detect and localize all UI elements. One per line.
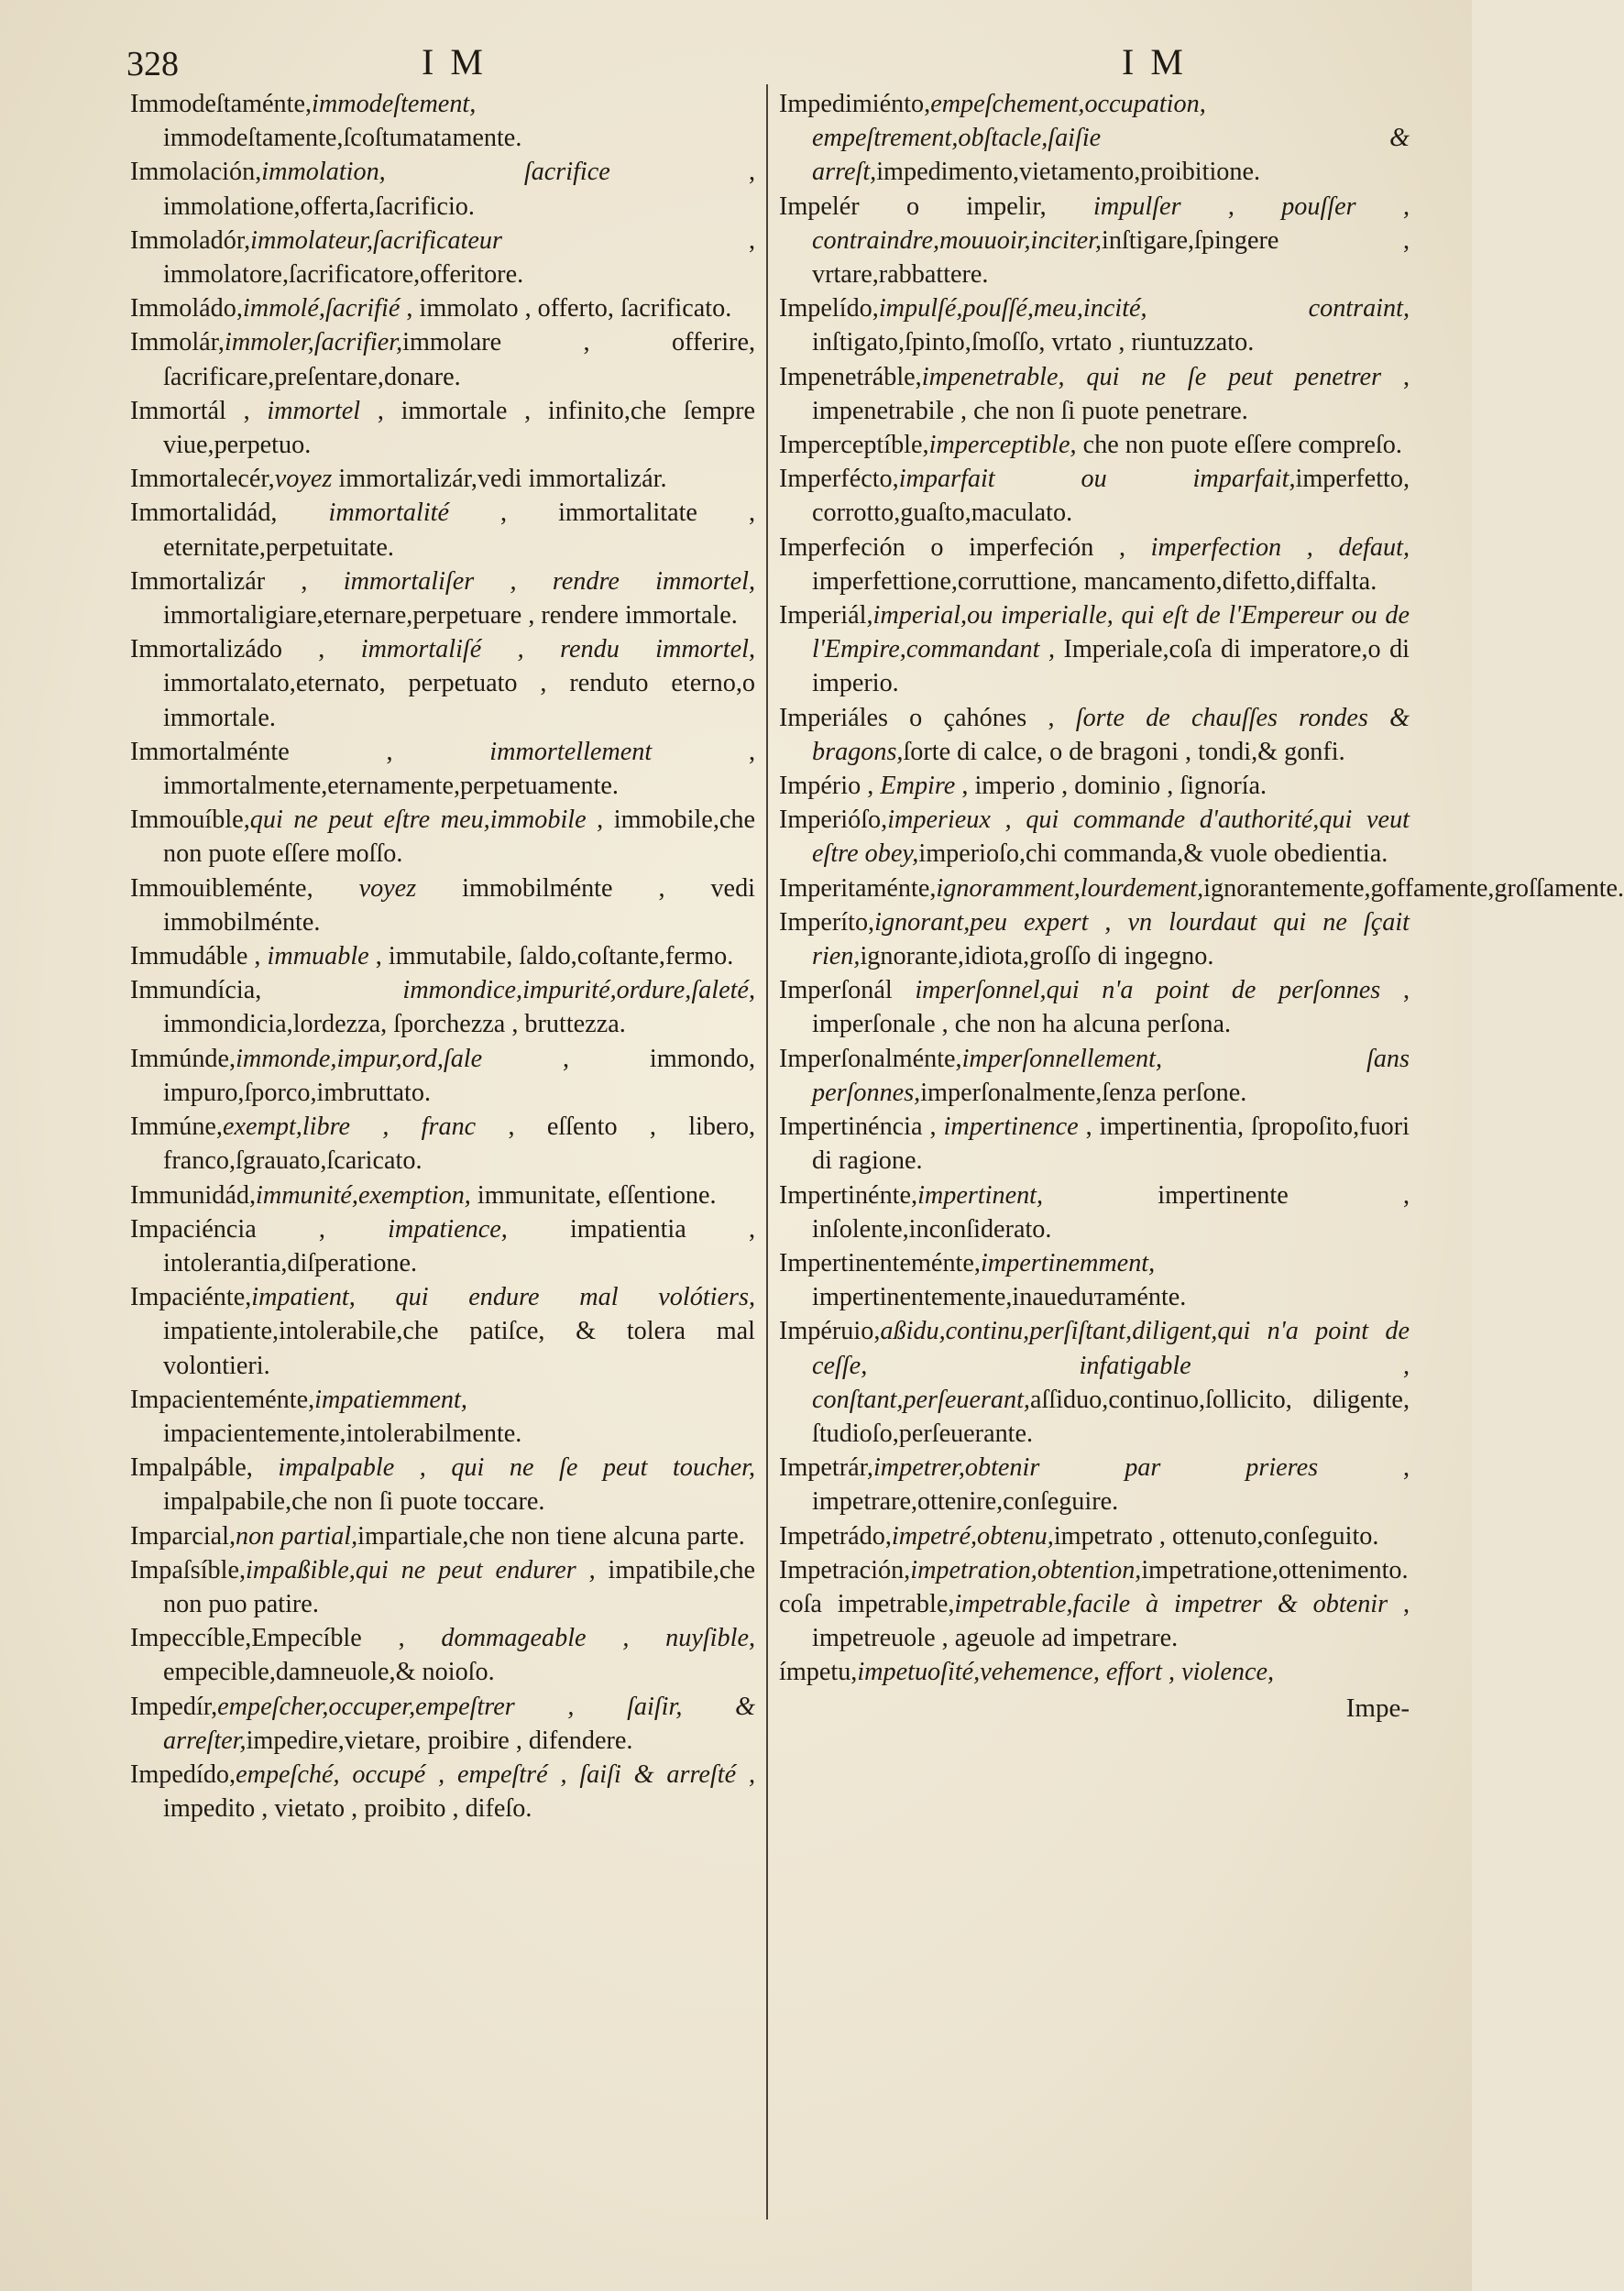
gloss-french: immortellement [489,737,653,766]
dictionary-entry [779,1451,1410,1518]
gloss-italian: , immolatore,ſacrificatore,offeritore. [163,225,755,290]
headword-spanish: Impaciéncia , [130,1214,389,1244]
dictionary-entry [130,394,755,462]
headword-spanish: Impalpáble, [130,1453,279,1483]
dictionary-entry [130,939,755,973]
headword-spanish: Impedír, [130,1692,218,1721]
dictionary-entry [130,1178,755,1212]
gloss-italian: imperfetto, corrotto,guaſto,maculato. [812,465,1410,528]
gloss-french: immodeſtement, [312,90,477,118]
headword-spanish: Impetración, [779,1555,911,1584]
headword-spanish: Immortalizádo , [130,635,361,664]
dictionary-entry [779,905,1410,973]
dictionary-entry [779,1246,1410,1314]
headword-spanish: Immoladór, [130,225,251,255]
gloss-french: impertinent, [917,1180,1044,1210]
gloss-french: immolation, ſacrifice [261,158,610,187]
dictionary-entry [779,598,1410,701]
dictionary-entry [779,1655,1410,1689]
dictionary-entry [779,428,1410,462]
dictionary-entry [130,1110,755,1178]
gloss-italian: , immortale , infinito,che ſempre viue,perpetuo. [163,396,755,460]
headword-spanish: Imperíto, [779,907,875,937]
dictionary-entry [779,190,1410,292]
gloss-italian: , immortalitate , eternitate,perpetuitate. [163,499,756,562]
column-divider [766,84,768,2220]
headword-spanish: Immortalecér, [130,465,275,494]
dictionary-entry [779,871,1624,905]
headword-spanish: Imparcial, [130,1521,236,1551]
dictionary-entry [130,1690,755,1758]
gloss-italian: , immortalmente,eternamente,perpetuamente. [163,737,756,801]
dictionary-entry [130,224,755,291]
gloss-french: ſorte de chauſſes rondes & bragons, [812,703,1410,766]
gloss-french: ignorant,peu expert , vn lourdaut qui ne ſçait rien, [812,907,1410,971]
gloss-italian: empecible,damneuole,& noioſo. [163,1658,495,1687]
dictionary-entry [779,1587,1410,1655]
left-column [130,87,755,2273]
gloss-french: voyez [358,873,417,903]
dictionary-entry [130,155,755,223]
gloss-italian: impacientemente,intolerabilmente. [163,1419,522,1448]
dictionary-entry [130,291,755,325]
headword-spanish: Impertinénte, [779,1180,918,1210]
gloss-french: ignoramment,lourdement, [936,873,1204,903]
gloss-french: impetration,obtention, [910,1555,1142,1584]
gloss-italian: imperioſo,chi commanda,& vuole obedientia. [918,839,1388,869]
gloss-italian: immunitate, eſſentione. [470,1180,717,1210]
headword-spanish: Imperfécto, [779,465,899,494]
gloss-french: immolé,ſacrifié [242,294,401,323]
page-header [126,37,1417,92]
headword-spanish: Impertinéncia , [779,1113,944,1142]
gloss-french: impetrer,obtenir par prieres [872,1453,1319,1483]
dictionary-entry [779,803,1410,871]
gloss-italian: impetrato , ottenuto,conſeguito. [1053,1521,1379,1551]
dictionary-entry [130,325,755,393]
gloss-italian: che non puote eſſere compreſo. [1076,431,1402,460]
gloss-italian: impertinente , inſolente,inconſiderato. [812,1180,1410,1244]
gloss-italian: immortaligiare,eternare,perpetuare , rendere immortale. [163,601,738,630]
headword-spanish: Imperſonál [779,976,916,1005]
headword-spanish: Immundícia, [130,976,403,1005]
headword-spanish: Impéruio, [779,1317,881,1346]
gloss-french: impatiemment, [314,1385,467,1414]
dictionary-entry [130,1758,755,1825]
gloss-italian: imperfettione,corruttione, mancamento,difetto,diffalta. [812,566,1377,596]
gloss-french: exempt,libre , franc [222,1113,477,1142]
dictionary-entry [130,632,755,735]
gloss-french: imperfection , defaut, [1150,532,1410,562]
gloss-french: Empire [880,772,956,801]
dictionary-entry [779,1553,1410,1587]
dictionary-entry [130,1451,755,1518]
gloss-italian: , immondo, impuro,ſporco,imbruttato. [163,1044,755,1107]
headword-spanish: Impacienteménte, [130,1385,315,1414]
headword-spanish: Immolár, [130,328,225,357]
headword-spanish: Imperceptíble, [779,431,929,460]
gloss-italian: inſtigare,ſpingere , vrtare,rabbattere. [812,225,1410,290]
gloss-french: impatience, [388,1214,508,1244]
dictionary-entry [130,973,755,1041]
gloss-french: impetrable,facile à impetrer & obtenir [954,1589,1388,1618]
gloss-italian: imperſonalmente,ſenza perſone. [920,1078,1247,1107]
headword-spanish: Immolación, [130,158,262,187]
gloss-french: voyez [274,465,333,494]
gloss-french: immortel [267,396,361,425]
gloss-italian: immolare , offerire, ſacrificare,preſentare,donare. [163,328,755,391]
dictionary-entry [130,1212,755,1280]
gloss-french: imperial,ou imperialle, qui eſt de l'Empereur ou de l'Empire,commandant , [812,601,1410,664]
gloss-italian: , impertinentia, ſpropoſito,fuori di ragione. [812,1113,1410,1176]
running-head-right: IM [1122,41,1200,82]
headword-spanish: Immortál , [130,396,268,425]
headword-spanish: Impaciénte, [130,1283,252,1312]
headword-spanish: Impertinenteménte, [779,1248,981,1277]
headword-spanish: Immouíble, [130,806,250,835]
gloss-italian: impetratione,ottenimento. [1141,1555,1409,1584]
headword-spanish: Impeccíble,Empecíble , [130,1624,442,1653]
gloss-italian: immortalizár,vedi immortalizár. [332,465,667,494]
headword-spanish: Império , [779,772,881,801]
gloss-french: qui ne peut eſtre meu,immobile [249,806,587,835]
gloss-french: imparfait ou imparfait, [898,465,1296,494]
gloss-french: imperceptible, [928,431,1077,460]
headword-spanish: Immúne, [130,1113,223,1142]
dictionary-entry [130,1553,755,1621]
gloss-italian: immortalato,eternato, perpetuato , renduto eterno,o immortale. [163,669,755,732]
gloss-italian: , impenetrabile , che non ſi puote penetrare. [812,362,1410,425]
headword-spanish: Impaſsíble, [130,1555,247,1584]
gloss-french: impaßible,qui ne peut endurer , [246,1555,596,1584]
dictionary-entry [779,1519,1410,1553]
dictionary-entry [779,1110,1410,1178]
headword-spanish: Impedimiénto, [779,90,931,118]
gloss-french: immunité,exemption, [256,1180,471,1210]
dictionary-entry [779,462,1410,530]
headword-spanish: Immoládo, [130,294,243,323]
gloss-french: imperſonnellement, ſans perſonnes, [812,1044,1410,1107]
gloss-french: dommageable , nuyſible, [441,1624,755,1653]
headword-spanish: Imperfeción o imperfeción , [779,532,1151,562]
dictionary-entry [779,87,1410,190]
headword-spanish: Immortalménte , [130,737,490,766]
gloss-french: impulſé,pouſſé,meu,incité, contraint, [878,294,1410,323]
gloss-italian: , eſſento , libero, franco,ſgrauato,ſcaricato. [163,1113,755,1176]
gloss-italian: , impetreuole , ageuole ad impetrare. [812,1589,1410,1653]
gloss-french: empeſché, occupé , empeſtré , ſaiſi & arreſté , [236,1759,755,1789]
running-head-left: IM [422,41,499,82]
dictionary-entry [130,871,755,939]
dictionary-entry [130,803,755,871]
gloss-italian: impalpabile,che non ſi puote toccare. [163,1487,545,1517]
dictionary-entry [130,1519,755,1553]
headword-spanish: Impenetráble, [779,362,922,391]
headword-spanish: Imperitaménte, [779,873,937,903]
gloss-italian: , immolatione,offerta,ſacrificio. [163,158,755,221]
gloss-italian: , immobile,che non puote eſſere moſſo. [163,806,755,869]
headword-spanish: coſa impetrable, [779,1589,955,1618]
dictionary-entry [130,735,755,803]
headword-spanish: Immortalidád, [130,499,329,528]
gloss-italian: ſorte di calce, o de bragoni , tondi,& gonfi. [903,737,1345,766]
gloss-italian: impertinentemente,inaueduтaménte. [812,1283,1187,1312]
dictionary-entry [130,87,755,155]
gloss-italian: ignorante,idiota,groſſo di ingegno. [860,942,1214,971]
catchword: Impe- [1345,1693,1410,1723]
gloss-french: immortaliſer , rendre immortel, [343,566,755,596]
gloss-italian: , imperio , dominio , ſignoría. [955,772,1267,801]
dictionary-entry [779,1178,1410,1246]
headword-spanish: Immortalizár , [130,566,344,596]
gloss-italian: impedimento,vietamento,proibitione. [876,158,1261,187]
headword-spanish: Impelído, [779,294,879,323]
gloss-italian: aſſiduo,continuo,ſollicito, diligente, ſtudioſo,perſeuerante. [812,1385,1410,1448]
gloss-french: immoler,ſacrifier, [224,328,403,357]
gloss-italian: immondicia,lordezza, ſporchezza , bruttezza. [163,1010,626,1039]
headword-spanish: ímpetu, [779,1658,858,1687]
dictionary-entry [130,565,755,632]
gloss-italian: , immutabile, ſaldo,coſtante,fermo. [368,942,734,971]
dictionary-entry [130,462,755,496]
gloss-french: immortaliſé , rendu immortel, [360,635,755,664]
headword-spanish: Imperióſo, [779,806,888,835]
gloss-italian: impatientia , intolerantia,diſperatione. [163,1214,755,1277]
gloss-french: immolateur,ſacrificateur [250,225,502,255]
gloss-italian: , impetrare,ottenire,conſeguire. [812,1453,1410,1517]
gloss-french: impertinence [943,1113,1079,1142]
headword-spanish: Imperiál, [779,601,873,630]
dictionary-entry [779,531,1410,598]
gloss-italian: , immolato , offerto, ſacrificato. [400,294,732,323]
gloss-italian: , imperſonale , che non ha alcuna perſona. [812,976,1410,1039]
gloss-french: impetuoſité,vehemence, effort , violence, [857,1658,1275,1687]
gloss-italian: impedire,vietare, proibire , difendere. [246,1726,633,1755]
dictionary-entry [130,1383,755,1451]
gloss-french: immonde,impur,ord,ſale [236,1044,483,1073]
dictionary-entry [130,1621,755,1689]
gloss-french: impatient, qui endure mal volótiers, [251,1283,755,1312]
dictionary-entry [130,1042,755,1110]
dictionary-entry [779,1042,1410,1110]
gloss-french: immondice,impurité,ordure,ſaleté, [402,976,755,1005]
gloss-italian: impartiale,che non tiene alcuna parte. [357,1521,745,1551]
gloss-italian: impedito , vietato , proibito , difeſo. [163,1794,532,1824]
gloss-french: impulſer , pouſſer , contraindre,mouuoir,inciter, [812,192,1410,255]
dictionary-entry [779,1314,1410,1451]
headword-spanish: Imperſonalménte, [779,1044,962,1073]
gloss-italian: impatiente,intolerabile,che patiſce, & tolera mal volontieri. [163,1317,755,1380]
headword-spanish: Immodeſtaménte, [130,90,313,118]
dictionary-entry [779,360,1410,428]
gloss-french: empeſchement,occupation, empeſtrement,obſtacle,ſaiſie & arreſt, [812,90,1410,187]
dictionary-entry [130,1280,755,1383]
dictionary-entry [779,291,1410,359]
gloss-italian: immodeſtamente,ſcoſtumatamente. [163,124,522,153]
gloss-french: impenetrable, qui ne ſe peut penetrer [921,362,1382,391]
gloss-french: impertinemment, [980,1248,1156,1277]
headword-spanish: Impelér o impelir, [779,192,1094,221]
gloss-french: impetré,obtenu, [891,1521,1054,1551]
gloss-french: immortalité [328,499,450,528]
gloss-french: aßidu,continu,perſiſtant,diligent,qui n'a point de ceſſe, infatigable , conſtant,perſeuerant, [812,1317,1410,1414]
gloss-french: empeſcher,occuper,empeſtrer , ſaiſir, & arreſter, [163,1692,755,1755]
headword-spanish: Impedído, [130,1759,236,1789]
gloss-italian: ignorantemente,goffamente,groſſamente. [1203,873,1624,903]
headword-spanish: Imperiáles o çahónes , [779,703,1076,732]
headword-spanish: Immudáble , [130,942,268,971]
dictionary-entry [779,973,1410,1041]
gloss-french: imperſonnel,qui n'a point de perſonnes [915,976,1381,1005]
headword-spanish: Impetrádo, [779,1521,892,1551]
dictionary-entry [779,701,1410,769]
gloss-italian: inſtigato,ſpinto,ſmoſſo, vrtato , riuntuzzato. [812,328,1255,357]
gloss-french: imperieux , qui commande d'authorité,qui veut eſtre obey, [812,806,1410,869]
gloss-french: non partial, [236,1521,358,1551]
gloss-french: impalpable , qui ne ſe peut toucher, [278,1453,755,1483]
headword-spanish: Immúnde, [130,1044,236,1073]
gloss-italian: impatibile,che non puo patire. [163,1555,755,1618]
headword-spanish: Impetrár, [779,1453,873,1483]
dictionary-entry [779,769,1410,803]
gloss-french: immuable [267,942,369,971]
headword-spanish: Immouibleménte, [130,873,359,903]
dictionary-entry [130,496,755,564]
gloss-italian: immobilménte , vedi immobilménte. [163,873,755,937]
headword-spanish: Immunidád, [130,1180,257,1210]
page-number: 328 [126,45,179,83]
right-column [779,87,1624,2273]
gloss-italian: Imperiale,coſa di imperatore,o di imperio. [812,635,1410,698]
